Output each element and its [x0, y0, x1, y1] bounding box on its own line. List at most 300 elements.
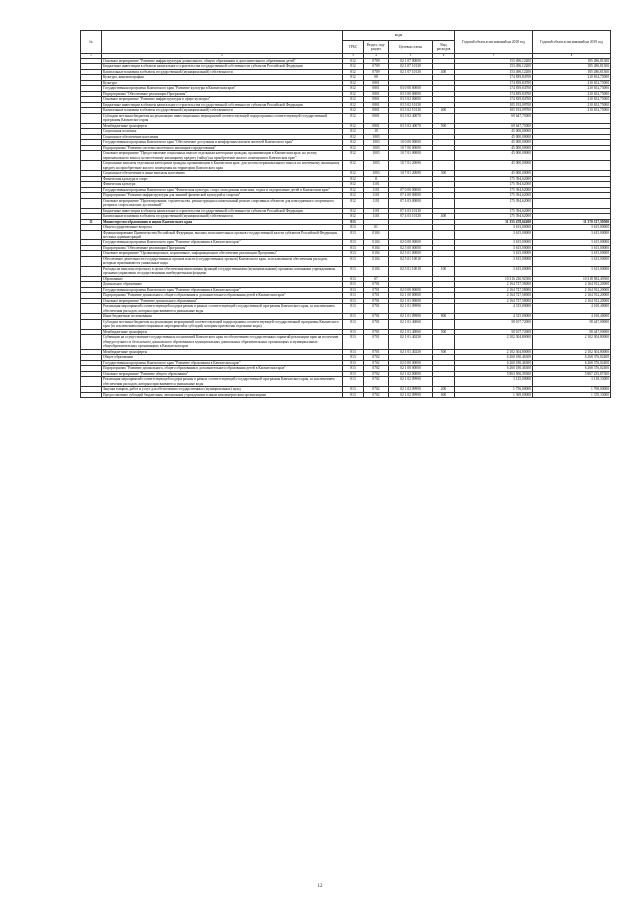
- row-amount-2019: [533, 161, 611, 171]
- row-grbs: 813: [343, 360, 364, 365]
- row-razdel: 1101: [364, 208, 389, 213]
- row-name: Дошкольное образование: [102, 282, 343, 287]
- row-number: [81, 335, 102, 349]
- row-razdel: 1101: [364, 182, 389, 187]
- row-target-article: 02 1 00 00000: [389, 366, 433, 371]
- row-number: [81, 256, 102, 266]
- row-grbs: 813: [343, 230, 364, 240]
- row-name: Основное мероприятие "Развитие инфраструктуры в сфере культуры": [102, 97, 343, 102]
- row-razdel: 0801: [364, 123, 389, 128]
- row-amount-2019: 3 615,00000: [533, 230, 611, 240]
- row-name: Государственная программа Камчатского края "Развитие образования в Камчатском крае": [102, 240, 343, 245]
- row-target-article: 02 1 02 09990: [389, 377, 433, 387]
- row-expense-type: [433, 377, 455, 387]
- row-amount-2019: 10 318 582,49500: [533, 276, 611, 281]
- row-number: [81, 377, 102, 387]
- row-name: Бюджетные инвестиции в объекты капитального строительства государственной собственности субъектов Российской Федерации: [102, 102, 343, 107]
- row-expense-type: [433, 113, 455, 123]
- table-row: [81, 256, 611, 266]
- row-grbs: 813: [343, 329, 364, 334]
- row-name: Реализация мероприятий соответствующей подпрограммы в рамках соответствующей государственной программы Камчатского края, за исключением обеспечения расходов, которым присваиваются уникальные коды: [102, 304, 343, 314]
- row-amount-2018: 175 394,62000: [455, 176, 533, 181]
- row-target-article: 03 0 00 00000: [389, 86, 433, 91]
- column-number: 7: [455, 54, 533, 59]
- row-number: [81, 266, 102, 276]
- header-cs: Целевая статья: [389, 41, 433, 54]
- column-number: 4: [364, 54, 389, 59]
- row-expense-type: [433, 151, 455, 161]
- row-amount-2019: 3 615,00000: [533, 256, 611, 266]
- row-name: Капитальные вложения в объекты государственной (муниципальной) собственности: [102, 214, 343, 219]
- row-amount-2018: 6 260 180,46300: [455, 366, 533, 371]
- row-amount-2018: 3 125,00000: [455, 377, 533, 387]
- row-razdel: 0701: [364, 319, 389, 329]
- row-grbs: 813: [343, 377, 364, 387]
- row-amount-2018: 2 102 304,80000: [455, 335, 533, 349]
- row-target-article: 10 7 01 00000: [389, 151, 433, 161]
- row-amount-2018: 45 000,00000: [455, 134, 533, 139]
- row-expense-type: 500: [433, 123, 455, 128]
- row-razdel: 0104: [364, 256, 389, 266]
- row-razdel: 1003: [364, 145, 389, 150]
- row-name: Реализация мероприятий соответствующей подпрограммы в рамках соответствующей государственной программы Камчатского края, за исключением обеспечения расходов, которым присваиваются уникальные коды: [102, 377, 343, 387]
- table-header: [81, 31, 611, 59]
- row-amount-2018: 45 000,00000: [455, 161, 533, 171]
- row-target-article: 03 5 02 10130: [389, 102, 433, 107]
- row-name: Капитальные вложения в объекты государственной (муниципальной) собственности: [102, 108, 343, 113]
- row-razdel: 0104: [364, 266, 389, 276]
- row-amount-2019: 4 160,40000: [533, 314, 611, 319]
- row-razdel: 0702: [364, 371, 389, 376]
- row-name: Основное мероприятие "Проектирование, строительство, реконструкция и капитальный ремонт спортивных объектов для повседневного спортивного резерва и спорта высших достижений": [102, 198, 343, 208]
- row-target-article: 10 7 01 20690: [389, 171, 433, 176]
- column-number: 2: [102, 54, 343, 59]
- row-amount-2019: 185 286,81300: [533, 69, 611, 74]
- column-number: 1: [81, 54, 102, 59]
- row-name: Субвенции на осуществление государственных полномочий Камчатского края по обеспечению государственных гарантий реализации прав на получение общедоступного и бесплатного дошкольного образования в муниципальных дошкольных образовательных организациях и муниципальных общеобразовательных организациях в Камчатском крае: [102, 335, 343, 349]
- row-grbs: 812: [343, 182, 364, 187]
- row-amount-2018: 3 615,00000: [455, 225, 533, 230]
- row-razdel: 1003: [364, 171, 389, 176]
- row-grbs: 812: [343, 123, 364, 128]
- row-target-article: 10 0 00 00000: [389, 140, 433, 145]
- row-amount-2018: 175 394,62000: [455, 182, 533, 187]
- row-amount-2019: [533, 198, 611, 208]
- row-grbs: 812: [343, 187, 364, 192]
- row-target-article: 02 1 01 09990: [389, 314, 433, 319]
- row-grbs: 812: [343, 64, 364, 69]
- row-amount-2018: 4 315,00000: [455, 304, 533, 314]
- row-expense-type: 500: [433, 349, 455, 354]
- row-amount-2018: 6 260 180,46300: [455, 360, 533, 365]
- row-name: Подпрограмма "Развитие системы ипотечного жилищного кредитования": [102, 145, 343, 150]
- table-body: [81, 59, 611, 398]
- row-amount-2019: 2 164 912,20000: [533, 293, 611, 298]
- row-amount-2019: 210 652,75000: [533, 80, 611, 85]
- row-razdel: 11: [364, 176, 389, 181]
- row-number: [81, 392, 102, 397]
- row-amount-2018: 10 316 230,92500: [455, 276, 533, 281]
- row-name: Основное мероприятие "Развитие дошкольного образования": [102, 298, 343, 303]
- row-expense-type: [433, 256, 455, 266]
- header-2019: Годовой объем ассигнований на 2019 год: [533, 31, 611, 54]
- row-razdel: 0701: [364, 282, 389, 287]
- table-row: [81, 230, 611, 240]
- column-number: 8: [533, 54, 611, 59]
- row-name: Межбюджетные трансферты: [102, 349, 343, 354]
- row-target-article: 02 1 01 40060: [389, 329, 433, 334]
- row-expense-type: 400: [433, 108, 455, 113]
- row-expense-type: 400: [433, 214, 455, 219]
- row-grbs: 813: [343, 314, 364, 319]
- row-expense-type: 800: [433, 314, 455, 319]
- row-amount-2018: 3 615,00000: [455, 251, 533, 256]
- row-amount-2018: 175 394,62000: [455, 187, 533, 192]
- header-2018: Годовой объем ассигнований на 2018 год: [455, 31, 533, 54]
- row-razdel: 1003: [364, 151, 389, 161]
- row-name: Бюджетные инвестиции в объекты капитального строительства государственной собственности субъектов Российской Федерации: [102, 208, 343, 213]
- row-expense-type: [433, 319, 455, 329]
- row-razdel: 0701: [364, 349, 389, 354]
- row-target-article: [389, 230, 433, 240]
- row-amount-2019: 3 615,00000: [533, 245, 611, 250]
- row-amount-2019: 210 652,75000: [533, 102, 611, 107]
- row-name: Подпрограмма "Развитие инфраструктуры для занятий физической культурой и спортом": [102, 193, 343, 198]
- row-name: Межбюджетные трансферты: [102, 123, 343, 128]
- row-target-article: 02 1 07 10130: [389, 64, 433, 69]
- row-name: Обеспечение деятельности государственных органов власти (государственных органов) Камчатского края, за исключением обеспечения расходов, которым присваиваются уникальные коды: [102, 256, 343, 266]
- row-amount-2018: 153 496,12200: [455, 59, 533, 64]
- row-grbs: 812: [343, 134, 364, 139]
- row-name: Подпрограмма "Обеспечение реализации Программы": [102, 91, 343, 96]
- row-target-article: 02 5 00 00000: [389, 245, 433, 250]
- row-target-article: 03 5 02 10130: [389, 108, 433, 113]
- row-name: Расходы на выплаты персоналу в целях обеспечения выполнения функций государственными (муниципальными) органами, казенными учреждениями, органами управления государственными внебюджетными фондами: [102, 266, 343, 276]
- row-target-article: 02 1 02 09990: [389, 392, 433, 397]
- row-amount-2019: 2 164 912,20000: [533, 282, 611, 287]
- row-razdel: 0104: [364, 240, 389, 245]
- row-grbs: 813: [343, 304, 364, 314]
- row-amount-2018: 45 000,00000: [455, 140, 533, 145]
- row-grbs: 812: [343, 102, 364, 107]
- row-amount-2018: 153 496,12200: [455, 69, 533, 74]
- row-razdel: 0709: [364, 69, 389, 74]
- row-number: [81, 151, 102, 161]
- row-target-article: 07 4 03 10130: [389, 214, 433, 219]
- table-row: [81, 198, 611, 208]
- row-target-article: 02 1 07 00000: [389, 59, 433, 64]
- row-amount-2018: 174 839,84700: [455, 97, 533, 102]
- row-razdel: 0701: [364, 287, 389, 292]
- row-razdel: 0709: [364, 59, 389, 64]
- row-grbs: 812: [343, 108, 364, 113]
- row-name: Образование: [102, 276, 343, 281]
- row-grbs: 813: [343, 225, 364, 230]
- row-amount-2019: 210 652,75000: [533, 91, 611, 96]
- row-amount-2018: 2 164 727,58000: [455, 298, 533, 303]
- row-number: [81, 304, 102, 314]
- row-name: Основное мероприятие "Развитие общего образования": [102, 371, 343, 376]
- row-razdel: 0701: [364, 314, 389, 319]
- row-grbs: 812: [343, 140, 364, 145]
- row-razdel: 1003: [364, 134, 389, 139]
- row-grbs: 812: [343, 80, 364, 85]
- row-grbs: 812: [343, 208, 364, 213]
- row-amount-2018: 174 839,84700: [455, 75, 533, 80]
- row-grbs: 812: [343, 161, 364, 171]
- row-razdel: 0701: [364, 304, 389, 314]
- row-target-article: 02 1 01 09990: [389, 304, 433, 314]
- row-grbs: 812: [343, 214, 364, 219]
- table-row: [81, 304, 611, 314]
- row-razdel: 0702: [364, 360, 389, 365]
- row-amount-2019: [533, 113, 611, 123]
- row-razdel: 0701: [364, 329, 389, 334]
- table-row: [81, 266, 611, 276]
- row-grbs: 812: [343, 193, 364, 198]
- row-amount-2018: 175 394,62000: [455, 214, 533, 219]
- row-name: Капитальные вложения в объекты государственной (муниципальной) собственности: [102, 69, 343, 74]
- row-grbs: 813: [343, 282, 364, 287]
- row-amount-2019: 2 102 304,80000: [533, 335, 611, 349]
- row-expense-type: [433, 230, 455, 240]
- row-amount-2018: 2 164 727,58000: [455, 287, 533, 292]
- row-number: [81, 319, 102, 329]
- row-grbs: 813: [343, 266, 364, 276]
- row-amount-2018: 174 839,84700: [455, 91, 533, 96]
- row-name: Социальное обеспечение и иные выплаты населению: [102, 171, 343, 176]
- row-grbs: 812: [343, 113, 364, 123]
- row-amount-2019: 210 652,75000: [533, 108, 611, 113]
- row-amount-2019: 2 164 912,20000: [533, 287, 611, 292]
- row-name: Функционирование Правительства Российской Федерации, высших исполнительных органов государственной власти субъектов Российской Федерации, местных администраций: [102, 230, 343, 240]
- row-amount-2018: 3 615,00000: [455, 240, 533, 245]
- row-amount-2019: 3 615,00000: [533, 240, 611, 245]
- row-grbs: 813: [343, 335, 364, 349]
- row-name: Основное мероприятие "Развитие инфраструктуры дошкольного, общего образования и дополнительного образования детей": [102, 59, 343, 64]
- row-name: Государственная программа Камчатского края "Развитие образования в Камчатском крае": [102, 287, 343, 292]
- row-razdel: 1003: [364, 140, 389, 145]
- row-grbs: 813: [343, 276, 364, 281]
- row-number: [81, 198, 102, 208]
- row-amount-2019: 210 652,75000: [533, 75, 611, 80]
- row-name: Государственная программа Камчатского края "Обеспечение доступным и комфортным жильем жителей Камчатского края": [102, 140, 343, 145]
- row-amount-2018: 175 394,62000: [455, 208, 533, 213]
- row-grbs: 812: [343, 91, 364, 96]
- row-target-article: 02 1 02 09990: [389, 387, 433, 392]
- row-amount-2018: 2 102 304,80000: [455, 349, 533, 354]
- row-grbs: 812: [343, 151, 364, 161]
- row-grbs: 812: [343, 176, 364, 181]
- row-amount-2018: 4 315,00000: [455, 314, 533, 319]
- row-razdel: 1101: [364, 187, 389, 192]
- row-amount-2019: 5 867 235,87300: [533, 371, 611, 376]
- row-name: Бюджетные инвестиции в объекты капитального строительства государственной собственности субъектов Российской Федерации: [102, 64, 343, 69]
- row-grbs: 813: [343, 219, 364, 224]
- page-number: 12: [317, 884, 323, 889]
- row-amount-2018: 58 107,72000: [455, 319, 533, 329]
- row-target-article: 10 7 01 20690: [389, 161, 433, 171]
- row-grbs: 813: [343, 349, 364, 354]
- row-grbs: 812: [343, 145, 364, 150]
- row-name: Подпрограмма "Развитие дошкольного, общего образования и дополнительного образования детей в Камчатском крае": [102, 366, 343, 371]
- column-number: 3: [343, 54, 364, 59]
- row-name: Субсидии местным бюджетам на реализацию инвестиционных мероприятий соответствующей подпрограммы соответствующей государственной программы Камчатского края: [102, 113, 343, 123]
- row-amount-2018: 3 615,00000: [455, 256, 533, 266]
- row-razdel: 08: [364, 75, 389, 80]
- row-razdel: 1101: [364, 198, 389, 208]
- row-amount-2018: 153 496,12200: [455, 64, 533, 69]
- row-name: Подпрограмма "Обеспечение реализации Программы": [102, 245, 343, 250]
- row-amount-2019: 1 370,33000: [533, 392, 611, 397]
- row-expense-type: 600: [433, 392, 455, 397]
- row-target-article: 02 1 01 40060: [389, 319, 433, 329]
- row-amount-2019: 3 138,33000: [533, 377, 611, 387]
- row-number: 11: [81, 219, 102, 224]
- row-grbs: 813: [343, 355, 364, 360]
- row-expense-type: 300: [433, 171, 455, 176]
- row-target-article: 02 1 02 00000: [389, 371, 433, 376]
- header-num: №: [81, 31, 102, 54]
- row-grbs: 813: [343, 287, 364, 292]
- row-target-article: 03 5 00 00000: [389, 91, 433, 96]
- budget-table: [80, 30, 611, 398]
- row-razdel: 1101: [364, 214, 389, 219]
- row-name: Государственная программа Камчатского края "Физическая культура, спорт, молодежная политика, отдых и оздоровление детей в Камчатском крае": [102, 187, 343, 192]
- row-name: Министерство образования и науки Камчатского края: [102, 219, 343, 224]
- row-amount-2018: 11 355 478,64200: [455, 219, 533, 224]
- column-number: 6: [433, 54, 455, 59]
- row-amount-2018: 45 000,00000: [455, 129, 533, 134]
- row-razdel: 0801: [364, 102, 389, 107]
- row-name: Физическая культура и спорт: [102, 176, 343, 181]
- row-target-article: 02 0 00 00000: [389, 360, 433, 365]
- row-razdel: 0801: [364, 80, 389, 85]
- table-row: [81, 377, 611, 387]
- row-name: Межбюджетные трансферты: [102, 329, 343, 334]
- row-amount-2019: 4 160,40000: [533, 304, 611, 314]
- row-target-article: 02 1 01 40230: [389, 335, 433, 349]
- row-amount-2018: 5 863 506,39300: [455, 371, 533, 376]
- row-amount-2018: 105 192,09700: [455, 102, 533, 107]
- row-name: Субсидии местным бюджетам на реализацию мероприятий соответствующей подпрограммы соответствующей государственной программы Камчатского края (за исключением инвестиционных мероприятий и субсидий, которым присвоены отдельные коды): [102, 319, 343, 329]
- row-expense-type: 200: [433, 387, 455, 392]
- row-amount-2019: 185 286,81300: [533, 64, 611, 69]
- row-name: Культура, кинематография: [102, 75, 343, 80]
- row-razdel: 0104: [364, 230, 389, 240]
- row-expense-type: [433, 198, 455, 208]
- row-target-article: 02 5 01 10010: [389, 256, 433, 266]
- row-number: [81, 113, 102, 123]
- row-target-article: 03 5 02 00000: [389, 97, 433, 102]
- row-grbs: 813: [343, 245, 364, 250]
- row-amount-2019: 2 164 912,20000: [533, 298, 611, 303]
- row-amount-2018: 174 839,84700: [455, 86, 533, 91]
- row-grbs: 813: [343, 293, 364, 298]
- row-razdel: 0801: [364, 97, 389, 102]
- row-target-article: 07 4 00 00000: [389, 193, 433, 198]
- row-name: Подпрограмма "Развитие дошкольного, общего образования и дополнительного образования детей в Камчатском крае": [102, 293, 343, 298]
- row-razdel: 0801: [364, 108, 389, 113]
- row-razdel: 0702: [364, 377, 389, 387]
- row-target-article: 03 5 02 40070: [389, 113, 433, 123]
- row-razdel: 01: [364, 225, 389, 230]
- row-amount-2018: 175 394,62000: [455, 193, 533, 198]
- row-name: Общегосударственные вопросы: [102, 225, 343, 230]
- row-amount-2018: 3 615,00000: [455, 266, 533, 276]
- row-target-article: 02 5 01 00000: [389, 251, 433, 256]
- table-row: [81, 392, 611, 397]
- row-razdel: 0702: [364, 392, 389, 397]
- row-target-article: 02 5 01 10010: [389, 266, 433, 276]
- header-grbs: ГРБС: [343, 41, 364, 54]
- table-row: [81, 161, 611, 171]
- row-number: [81, 230, 102, 240]
- row-amount-2018: 2 164 727,58000: [455, 282, 533, 287]
- row-name: Закупка товаров, работ и услуг для обеспечения государственных (муниципальных) нужд: [102, 387, 343, 392]
- row-grbs: 813: [343, 298, 364, 303]
- header-codes: коды: [343, 31, 455, 41]
- row-expense-type: [433, 161, 455, 171]
- row-grbs: 812: [343, 86, 364, 91]
- row-razdel: 0701: [364, 293, 389, 298]
- row-name: Предоставление субсидий бюджетным, автономным учреждениям и иным некоммерческим организациям: [102, 392, 343, 397]
- row-name: Основное мероприятие "Предоставление социальных выплат отдельным категориям граждан, проживающим в Камчатском крае, на уплату первоначального взноса по ипотечному жилищному кредиту (займу) на приобретение жилого помещения в Камчатском крае": [102, 151, 343, 161]
- row-target-article: 02 1 07 10130: [389, 69, 433, 74]
- row-expense-type: 400: [433, 69, 455, 74]
- table-row: [81, 113, 611, 123]
- row-amount-2019: 185 286,81300: [533, 59, 611, 64]
- row-amount-2019: 210 652,75000: [533, 86, 611, 91]
- table-row: [81, 319, 611, 329]
- row-amount-2018: 105 192,09700: [455, 108, 533, 113]
- row-expense-type: [433, 304, 455, 314]
- row-name: Социальное обеспечение населения: [102, 134, 343, 139]
- row-grbs: 812: [343, 171, 364, 176]
- row-number: [81, 161, 102, 171]
- row-amount-2019: 3 615,00000: [533, 266, 611, 276]
- column-number: 5: [389, 54, 433, 59]
- row-grbs: 813: [343, 392, 364, 397]
- row-expense-type: 100: [433, 266, 455, 276]
- header-razdel: Раздел, под-раздел: [364, 41, 389, 54]
- row-razdel: 0701: [364, 298, 389, 303]
- row-grbs: 813: [343, 371, 364, 376]
- row-amount-2018: 69 647,75000: [455, 123, 533, 128]
- row-name: Физическая культура: [102, 182, 343, 187]
- row-amount-2018: 45 000,00000: [455, 145, 533, 150]
- row-razdel: 1003: [364, 161, 389, 171]
- row-target-article: 02 1 01 40230: [389, 349, 433, 354]
- row-razdel: 0801: [364, 113, 389, 123]
- row-amount-2018: 3 615,00000: [455, 245, 533, 250]
- table-row: [81, 151, 611, 161]
- row-target-article: 07 0 00 00000: [389, 187, 433, 192]
- row-target-article: 02 1 01 00000: [389, 298, 433, 303]
- row-amount-2018: 58 107,72000: [455, 329, 533, 334]
- row-amount-2018: 45 000,00000: [455, 171, 533, 176]
- row-name: Основное мероприятие "Организационное, нормативное, информационное обеспечение реализации Программы": [102, 251, 343, 256]
- row-razdel: 07: [364, 276, 389, 281]
- row-grbs: 812: [343, 129, 364, 134]
- row-grbs: 812: [343, 75, 364, 80]
- row-target-article: 03 5 02 40070: [389, 123, 433, 128]
- row-amount-2018: 3 615,00000: [455, 230, 533, 240]
- row-amount-2019: [533, 151, 611, 161]
- row-amount-2019: 3 615,00000: [533, 251, 611, 256]
- row-grbs: 812: [343, 69, 364, 74]
- row-name: Социальная политика: [102, 129, 343, 134]
